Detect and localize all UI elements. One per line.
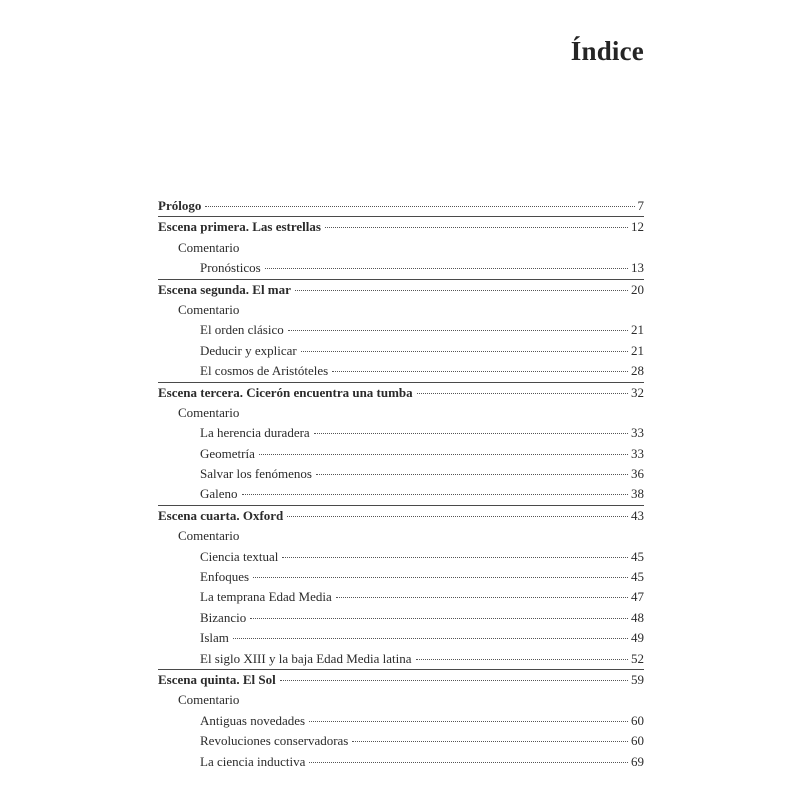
toc-subheading xyxy=(158,690,644,710)
dot-leader xyxy=(332,370,628,372)
toc-entry-label: Escena cuarta. Oxford xyxy=(158,507,284,523)
toc-page-number: 20 xyxy=(631,281,644,297)
toc-entry-label: Islam xyxy=(200,630,229,646)
dot-leader xyxy=(336,596,628,598)
toc-chapter-entry xyxy=(158,506,644,526)
dot-leader xyxy=(250,617,628,619)
toc-entry-label: Comentario xyxy=(178,528,240,544)
dot-leader xyxy=(288,329,628,331)
page-title: Índice xyxy=(570,36,644,66)
toc-page-number: 33 xyxy=(631,425,644,441)
toc-chapter-entry xyxy=(158,280,644,300)
toc-entry-label: La temprana Edad Media xyxy=(200,589,332,605)
toc-page-number: 60 xyxy=(631,712,644,728)
toc-page-number: 47 xyxy=(631,589,644,605)
toc-entry-label: Prólogo xyxy=(158,198,202,213)
toc-page-number: 43 xyxy=(631,507,644,523)
toc-subheading xyxy=(158,526,644,546)
toc-entry xyxy=(158,752,644,772)
dot-leader xyxy=(316,473,628,475)
toc-page-number: 7 xyxy=(637,198,644,213)
toc-entry-label: Escena tercera. Cicerón encuentra una tumba xyxy=(158,384,413,400)
toc-entry-label: El cosmos de Aristóteles xyxy=(200,363,329,379)
toc-entry xyxy=(158,731,644,751)
toc-subheading xyxy=(158,300,644,320)
toc-page-number: 52 xyxy=(631,650,644,666)
toc-entry-label: Antiguas novedades xyxy=(200,712,306,728)
dot-leader xyxy=(416,658,628,660)
dot-leader xyxy=(301,350,628,352)
dot-leader xyxy=(242,493,628,495)
toc-chapter-entry xyxy=(158,670,644,690)
toc-entry xyxy=(158,547,644,567)
dot-leader xyxy=(233,637,628,639)
toc-entry-label: Comentario xyxy=(178,301,240,317)
table-of-contents xyxy=(158,196,644,772)
toc-entry xyxy=(158,423,644,443)
toc-entry-label: Comentario xyxy=(178,404,240,420)
toc-subheading xyxy=(158,403,644,423)
toc-entry xyxy=(158,628,644,648)
toc-subheading xyxy=(158,238,644,258)
toc-page-number: 60 xyxy=(631,733,644,749)
toc-entry-label: Comentario xyxy=(178,239,240,255)
dot-leader xyxy=(265,267,628,269)
toc-entry-label: La ciencia inductiva xyxy=(200,753,306,769)
dot-leader xyxy=(282,556,628,558)
toc-chapter-entry xyxy=(158,196,644,216)
toc-entry xyxy=(158,341,644,361)
toc-entry-label: El orden clásico xyxy=(200,322,284,338)
toc-entry-label: Escena primera. Las estrellas xyxy=(158,219,321,235)
toc-entry-label: Escena segunda. El mar xyxy=(158,281,291,297)
toc-entry xyxy=(158,608,644,628)
toc-page-number: 33 xyxy=(631,445,644,461)
toc-chapter-entry xyxy=(158,217,644,237)
toc-page-number: 21 xyxy=(631,322,644,338)
toc-entry xyxy=(158,258,644,278)
toc-entry xyxy=(158,649,644,669)
toc-page-number: 32 xyxy=(631,384,644,400)
dot-leader xyxy=(259,453,628,455)
toc-entry xyxy=(158,444,644,464)
dot-leader xyxy=(253,576,628,578)
dot-leader xyxy=(287,515,628,517)
toc-entry-label: Enfoques xyxy=(200,569,250,585)
toc-entry xyxy=(158,361,644,381)
dot-leader xyxy=(295,289,628,291)
toc-page-number: 28 xyxy=(631,363,644,379)
dot-leader xyxy=(417,392,628,394)
toc-entry-label: Galeno xyxy=(200,486,238,502)
toc-entry-label: Ciencia textual xyxy=(200,548,279,564)
dot-leader xyxy=(352,740,628,742)
toc-entry xyxy=(158,587,644,607)
toc-entry-label: El siglo XIII y la baja Edad Media latina xyxy=(200,650,412,666)
toc-entry-label: Geometría xyxy=(200,445,255,461)
toc-page-number: 59 xyxy=(631,671,644,687)
toc-entry-label: Escena quinta. El Sol xyxy=(158,671,276,687)
toc-entry xyxy=(158,711,644,731)
toc-page-number: 45 xyxy=(631,569,644,585)
toc-entry-label: Salvar los fenómenos xyxy=(200,466,312,482)
dot-leader xyxy=(309,720,628,722)
dot-leader xyxy=(314,432,628,434)
dot-leader xyxy=(205,205,634,207)
toc-page-number: 69 xyxy=(631,753,644,769)
toc-entry xyxy=(158,320,644,340)
toc-page-number: 48 xyxy=(631,609,644,625)
toc-entry xyxy=(158,484,644,504)
toc-entry-label: Pronósticos xyxy=(200,260,261,276)
toc-entry xyxy=(158,464,644,484)
toc-entry-label: Bizancio xyxy=(200,609,247,625)
toc-page-number: 36 xyxy=(631,466,644,482)
toc-entry xyxy=(158,567,644,587)
toc-page-number: 45 xyxy=(631,548,644,564)
toc-chapter-entry xyxy=(158,383,644,403)
toc-page-number: 21 xyxy=(631,342,644,358)
dot-leader xyxy=(309,761,628,763)
toc-entry-label: Revoluciones conservadoras xyxy=(200,733,349,749)
dot-leader xyxy=(280,679,628,681)
toc-page-number: 12 xyxy=(631,219,644,235)
toc-page-number: 13 xyxy=(631,260,644,276)
toc-entry-label: Comentario xyxy=(178,692,240,708)
toc-page-number: 49 xyxy=(631,630,644,646)
toc-page-number: 38 xyxy=(631,486,644,502)
toc-entry-label: Deducir y explicar xyxy=(200,342,297,358)
dot-leader xyxy=(325,226,628,228)
toc-entry-label: La herencia duradera xyxy=(200,425,310,441)
